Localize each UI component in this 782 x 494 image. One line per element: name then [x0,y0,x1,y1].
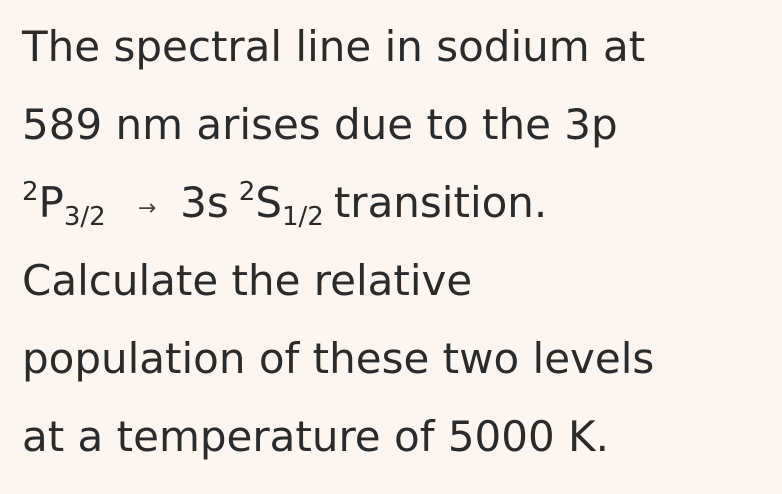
lower-term-letter: S [255,178,282,227]
question-text [22,8,772,476]
upper-term-j: 3/2 [63,202,106,232]
lower-term-multiplicity: 2 [238,177,256,207]
transition-word: transition. [333,178,548,227]
lower-term-j: 1/2 [281,202,324,232]
question-line-5: population of these two levels [22,334,655,383]
question-line-1: The spectral line in sodium at [22,22,646,71]
question-line-2: 589 nm arises due to the 3p [22,100,618,149]
question-line-3 [22,164,772,242]
upper-term-multiplicity: 2 [22,177,39,207]
question-line-4: Calculate the relative [22,256,473,305]
transition-arrow-icon: → [137,196,157,221]
upper-term-letter: P [38,178,64,227]
lower-orbital: 3s [180,178,229,227]
question-line-6: at a temperature of 5000 K. [22,412,609,461]
